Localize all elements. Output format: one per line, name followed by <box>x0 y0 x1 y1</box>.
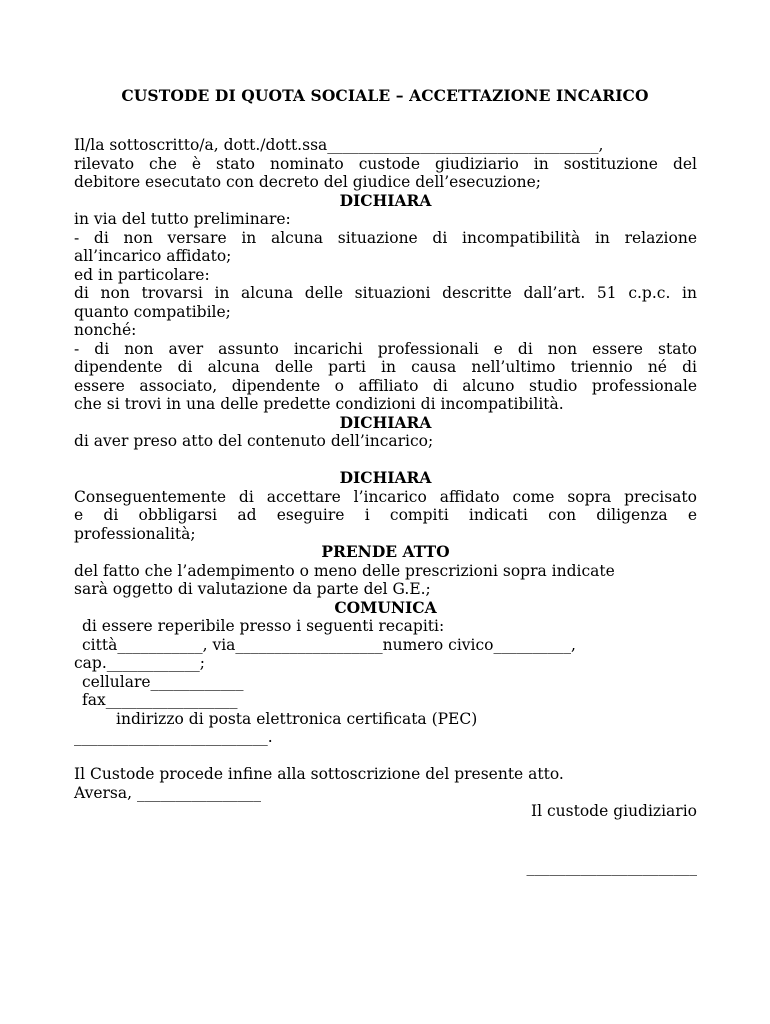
spacer <box>74 451 697 470</box>
heading-dichiara-3: DICHIARA <box>339 468 432 487</box>
heading-prende-atto: PRENDE ATTO <box>321 542 450 561</box>
place-date: Aversa, ________________ <box>74 783 261 802</box>
document-title: CUSTODE DI QUOTA SOCIALE – ACCETTAZIONE INCARICO <box>121 86 649 105</box>
spacer <box>74 821 697 840</box>
block1-line-3: all’incarico affidato; <box>74 247 232 265</box>
contacts-pec-line: _________________________. <box>74 728 273 746</box>
heading-dichiara-2: DICHIARA <box>339 412 432 432</box>
intro-line-1: Il/la sottoscritto/a, dott./dott.ssa___________________________________, <box>74 136 604 154</box>
intro-line-3: debitore esecutato con decreto del giudice dell’esecuzione; <box>74 173 541 191</box>
intro-line-2: rilevato che è stato nominato custode giudiziario in sostituzione del <box>74 154 697 173</box>
contacts-cap: cap.____________; <box>74 654 205 672</box>
document-body <box>74 136 697 876</box>
block1-line-8: - di non aver assunto incarichi professionali e di non essere stato <box>74 339 697 358</box>
signature-label: Il custode giudiziario <box>530 802 697 820</box>
block1-line-4: ed in particolare: <box>74 265 210 284</box>
block3-line-3: professionalità; <box>74 524 196 543</box>
heading-comunica: COMUNICA <box>334 597 437 617</box>
contacts-fax: fax_________________ <box>82 691 238 709</box>
contacts-cellulare: cellulare____________ <box>82 672 244 691</box>
block1-line-11: che si trovi in una delle predette condizioni di incompatibilità. <box>74 395 564 413</box>
block1-line-5: di non trovarsi in alcuna delle situazioni descritte dall’art. 51 c.p.c. in <box>74 284 697 302</box>
contacts-intro: di essere reperibile presso i seguenti recapiti: <box>82 617 445 635</box>
block1-line-2: - di non versare in alcuna situazione di incompatibilità in relazione <box>74 228 697 247</box>
spacer <box>74 747 697 766</box>
block2-line: di aver preso atto del contenuto dell’incarico; <box>74 432 434 450</box>
block1-line-7: nonché: <box>74 321 137 339</box>
signature-line: ______________________ <box>526 857 697 876</box>
block3-line-2: e di obbligarsi ad eseguire i compiti indicati con diligenza e <box>74 506 697 524</box>
block4-line-2: sarà oggetto di valutazione da parte del G.E.; <box>74 580 431 598</box>
block1-line-9: dipendente di alcuna delle parti in causa nell’ultimo triennio né di <box>74 358 697 376</box>
block3-line-1: Conseguentemente di accettare l’incarico affidato come sopra precisato <box>74 487 697 506</box>
contacts-city-line: città___________, via___________________numero civico__________, <box>82 635 576 654</box>
block4-line-1: del fatto che l’adempimento o meno delle prescrizioni sopra indicate <box>74 561 615 580</box>
heading-dichiara-1: DICHIARA <box>339 190 432 210</box>
closing-statement: Il Custode procede infine alla sottoscrizione del presente atto. <box>74 765 564 783</box>
contacts-pec-label: indirizzo di posta elettronica certificata (PEC) <box>116 709 478 728</box>
spacer <box>74 839 697 858</box>
block1-line-1: in via del tutto preliminare: <box>74 210 291 228</box>
block1-line-6: quanto compatibile; <box>74 302 231 321</box>
block1-line-10: essere associato, dipendente o affiliato di alcuno studio professionale <box>74 376 697 395</box>
